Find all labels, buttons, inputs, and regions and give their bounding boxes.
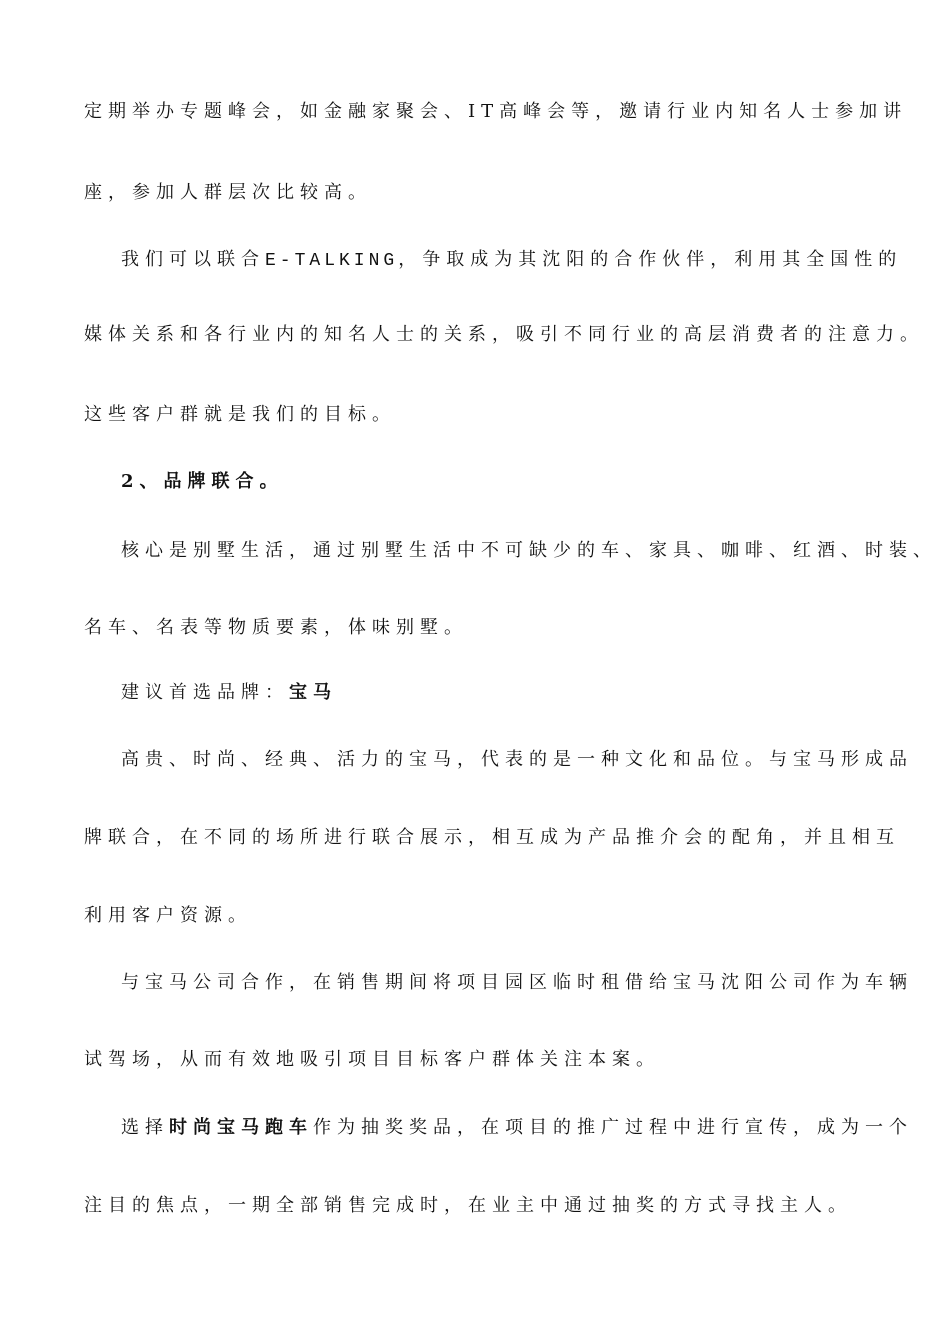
paragraph-line: 高贵、时尚、经典、活力的宝马，代表的是一种文化和品位。与宝马形成品 <box>121 749 913 770</box>
paragraph-line: 媒体关系和各行业内的知名人士的关系，吸引不同行业的高层消费者的注意力。 <box>84 324 924 345</box>
paragraph-line <box>121 1117 913 1139</box>
text-segment: ，争取成为其沈阳的合作伙伴，利用其全国性的 <box>398 249 903 270</box>
text-segment: 我们可以联合 <box>121 249 265 270</box>
text-segment: 建议首选品牌： <box>121 682 289 703</box>
paragraph-line: 定期举办专题峰会，如金融家聚会、IT高峰会等，邀请行业内知名人士参加讲 <box>84 101 908 122</box>
paragraph-line: 座，参加人群层次比较高。 <box>84 182 372 203</box>
highlight-text: 时尚宝马跑车 <box>169 1117 313 1138</box>
paragraph-line <box>121 682 337 704</box>
paragraph-line: 牌联合，在不同的场所进行联合展示，相互成为产品推介会的配角，并且相互 <box>84 827 900 848</box>
text-segment: 选择 <box>121 1117 169 1138</box>
paragraph-line: 注目的焦点，一期全部销售完成时，在业主中通过抽奖的方式寻找主人。 <box>84 1195 852 1216</box>
paragraph-line: 与宝马公司合作，在销售期间将项目园区临时租借给宝马沈阳公司作为车辆 <box>121 972 913 993</box>
paragraph-line: 这些客户群就是我们的目标。 <box>84 404 396 425</box>
text-segment: 作为抽奖奖品，在项目的推广过程中进行宣传，成为一个 <box>313 1117 913 1138</box>
section-heading: 2、品牌联合。 <box>121 471 284 492</box>
brand-name: 宝马 <box>289 682 337 703</box>
paragraph-line: 试驾场，从而有效地吸引项目目标客户群体关注本案。 <box>84 1049 660 1070</box>
brand-name: E-TALKING <box>265 251 399 271</box>
paragraph-line: 名车、名表等物质要素，体味别墅。 <box>84 617 468 638</box>
paragraph-line: 核心是别墅生活，通过别墅生活中不可缺少的车、家具、咖啡、红酒、时装、 <box>121 540 937 561</box>
paragraph-line <box>121 249 902 272</box>
paragraph-line: 利用客户资源。 <box>84 905 252 926</box>
